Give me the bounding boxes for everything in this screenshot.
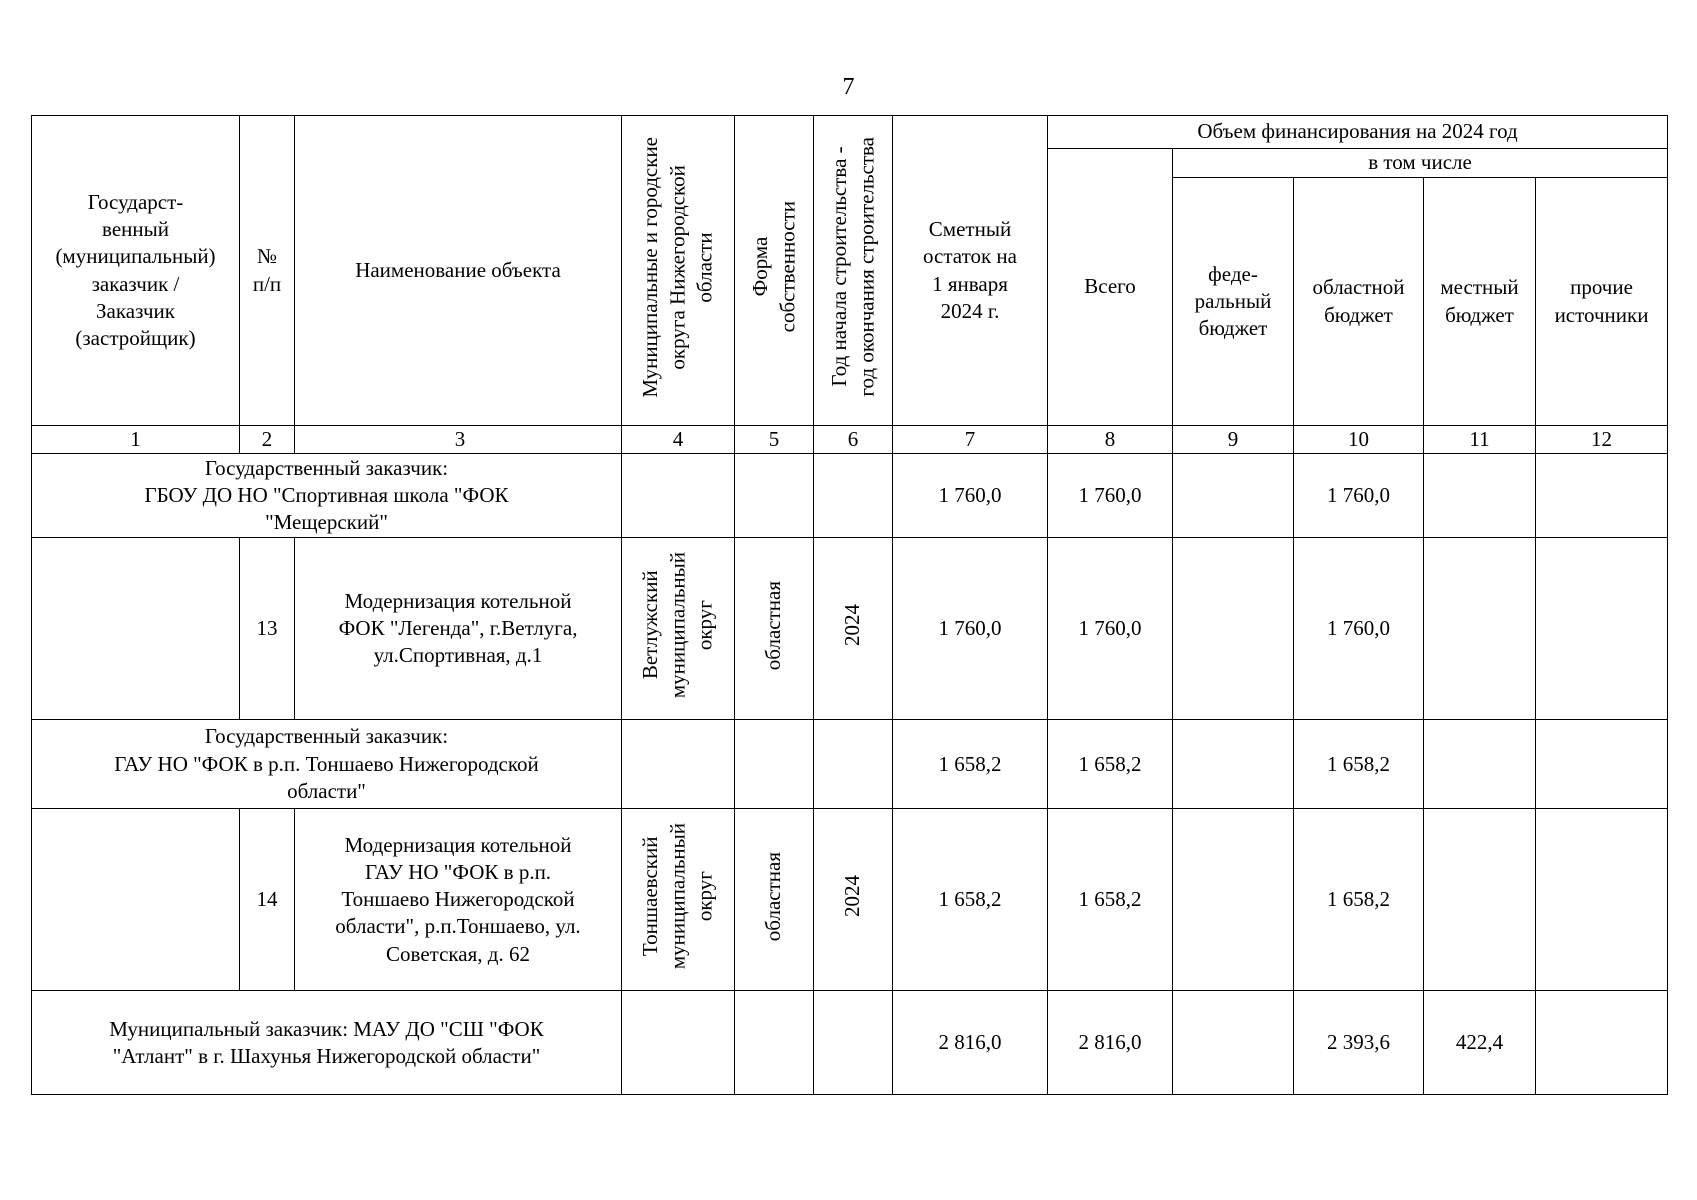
other-cell	[1536, 809, 1668, 991]
column-numbers-row	[32, 426, 1668, 454]
estimated-balance-cell: 2 816,0	[893, 991, 1048, 1095]
federal-cell	[1173, 720, 1294, 809]
header-customer: Государст- венный (муниципальный) заказчик / Заказчик (застройщик)	[32, 116, 240, 426]
local-cell	[1424, 538, 1536, 720]
header-total: Всего	[1048, 149, 1173, 426]
ownership-cell: областная	[735, 538, 814, 720]
column-number: 8	[1048, 426, 1173, 454]
header-regional: областной бюджет	[1294, 178, 1424, 426]
local-cell	[1424, 720, 1536, 809]
object-name: Модернизация котельной ФОК "Легенда", г.Ветлуга, ул.Спортивная, д.1	[295, 538, 622, 720]
federal-cell	[1173, 538, 1294, 720]
header-including: в том числе	[1173, 149, 1668, 178]
object-number: 13	[240, 538, 295, 720]
years-cell: 2024	[814, 809, 893, 991]
column-number: 12	[1536, 426, 1668, 454]
object-name: Модернизация котельной ГАУ НО "ФОК в р.п. Тоншаево Нижегородской области", р.п.Тоншаево, ул. Советская, д. 62	[295, 809, 622, 991]
column-number: 9	[1173, 426, 1294, 454]
column-number: 5	[735, 426, 814, 454]
estimated-balance-cell: 1 760,0	[893, 538, 1048, 720]
header-object-name: Наименование объекта	[295, 116, 622, 426]
customer-row	[32, 720, 1668, 809]
regional-cell: 1 760,0	[1294, 538, 1424, 720]
header-ownership: Форма собственности	[735, 116, 814, 426]
local-cell: 422,4	[1424, 991, 1536, 1095]
other-cell	[1536, 720, 1668, 809]
local-cell	[1424, 454, 1536, 538]
regional-cell: 1 658,2	[1294, 720, 1424, 809]
header-financing: Объем финансирования на 2024 год	[1048, 116, 1668, 149]
header-other: прочие источники	[1536, 178, 1668, 426]
regional-cell: 1 658,2	[1294, 809, 1424, 991]
column-number: 2	[240, 426, 295, 454]
column-number: 4	[622, 426, 735, 454]
total-cell: 1 658,2	[1048, 720, 1173, 809]
column-number: 1	[32, 426, 240, 454]
column-number: 3	[295, 426, 622, 454]
header-estimated-balance: Сметный остаток на 1 января 2024 г.	[893, 116, 1048, 426]
local-cell	[1424, 809, 1536, 991]
total-cell: 1 760,0	[1048, 538, 1173, 720]
header-years: Год начала строительства - год окончания строительства	[814, 116, 893, 426]
ownership-cell: областная	[735, 809, 814, 991]
federal-cell	[1173, 991, 1294, 1095]
header-number: № п/п	[240, 116, 295, 426]
object-row	[32, 809, 1668, 991]
header-federal: феде- ральный бюджет	[1173, 178, 1294, 426]
estimated-balance-cell: 1 658,2	[893, 809, 1048, 991]
federal-cell	[1173, 454, 1294, 538]
other-cell	[1536, 454, 1668, 538]
estimated-balance-cell: 1 658,2	[893, 720, 1048, 809]
customer-label: Государственный заказчик: ГАУ НО "ФОК в р.п. Тоншаево Нижегородской области"	[32, 720, 622, 809]
object-number: 14	[240, 809, 295, 991]
customer-label: Муниципальный заказчик: МАУ ДО "СШ "ФОК "Атлант" в г. Шахунья Нижегородской области"	[32, 991, 622, 1095]
other-cell	[1536, 991, 1668, 1095]
header-municipality: Муниципальные и городские округа Нижегородской области	[622, 116, 735, 426]
total-cell: 2 816,0	[1048, 991, 1173, 1095]
header-local: местный бюджет	[1424, 178, 1536, 426]
object-row	[32, 538, 1668, 720]
column-number: 7	[893, 426, 1048, 454]
municipality-cell: Ветлужский муниципальный округ	[622, 538, 735, 720]
other-cell	[1536, 538, 1668, 720]
federal-cell	[1173, 809, 1294, 991]
customer-row	[32, 454, 1668, 538]
column-number: 11	[1424, 426, 1536, 454]
financing-table	[31, 115, 1668, 1095]
total-cell: 1 760,0	[1048, 454, 1173, 538]
column-number: 6	[814, 426, 893, 454]
years-cell: 2024	[814, 538, 893, 720]
regional-cell: 1 760,0	[1294, 454, 1424, 538]
total-cell: 1 658,2	[1048, 809, 1173, 991]
municipality-cell: Тоншаевский муниципальный округ	[622, 809, 735, 991]
regional-cell: 2 393,6	[1294, 991, 1424, 1095]
page-number: 7	[842, 74, 855, 100]
customer-label: Государственный заказчик: ГБОУ ДО НО "Спортивная школа "ФОК "Мещерский"	[32, 454, 622, 538]
column-number: 10	[1294, 426, 1424, 454]
estimated-balance-cell: 1 760,0	[893, 454, 1048, 538]
customer-row	[32, 991, 1668, 1095]
